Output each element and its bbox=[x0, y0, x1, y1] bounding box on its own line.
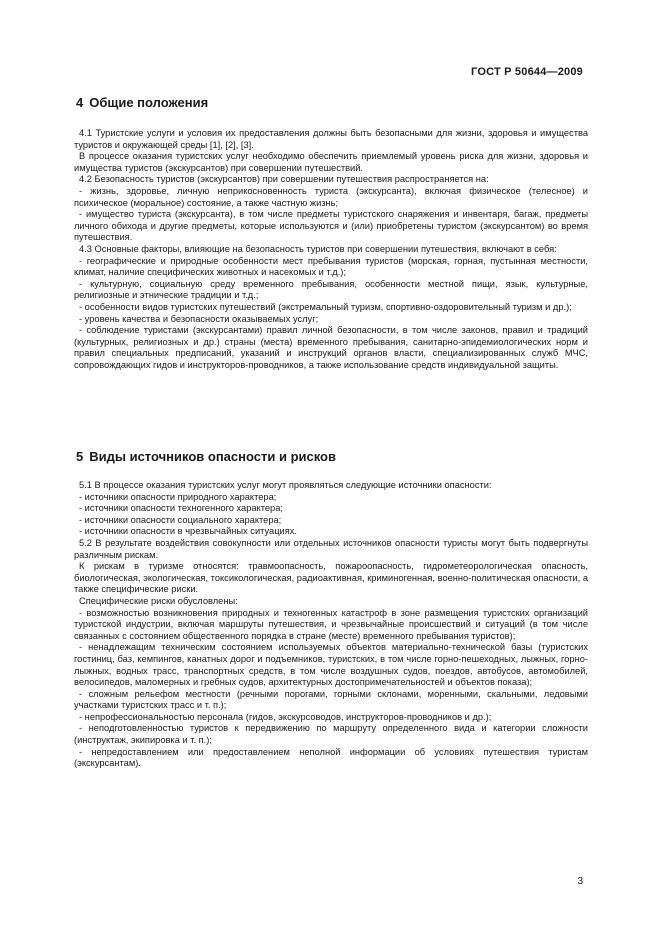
list-item: - уровень качества и безопасности оказываемых услуг; bbox=[79, 313, 319, 324]
list-item: - ненадлежащим техническим состоянием используемых объектов материально-технической базы (туристских гостиниц, баз, кемпингов, канатных дорог и подъемников, туристских, в том числе горно-пешеходных, лыжных, горно-лыжных, водных трасс, транспортных средств, в том числе воздушных судов, поездов, автобусов, автомобилей, велосипедов, маломерных и гребных судов, архитектурных достопримечательностей и объектов показа); bbox=[74, 642, 588, 688]
list-item: - сложным рельефом местности (речными порогами, горными склонами, моренными, скальными, ледовыми участками туристских трасс и т. п.); bbox=[74, 688, 588, 711]
list-item: - культурную, социальную среду временного пребывания, особенности местной пищи, язык, культурные, религиозные и этнические традиции и т.д.; bbox=[74, 278, 588, 301]
list-item: - источники опасности социального характера; bbox=[79, 514, 282, 525]
paragraph: 5.1 В процессе оказания туристских услуг могут проявляться следующие источники опасности: bbox=[79, 480, 492, 490]
paragraph: В процессе оказания туристских услуг необходимо обеспечить приемлемый уровень риска для жизни, здоровья и имущества туристов (экскурсантов) при совершении путешествий. bbox=[74, 151, 588, 173]
list-item: - географические и природные особенности мест пребывания туристов (морская, горная, пустынная местности, климат, наличие специфических животных и насекомых и т.д.); bbox=[74, 255, 588, 278]
paragraph: К рискам в туризме относятся: травмоопасность, пожароопасность, гидрометеорологическая опасность, биологическая, экологическая, токсикологическая, радиоактивная, криминогенная, военно-политическая опасности, а также специфические риски. bbox=[74, 561, 588, 595]
section-4-body bbox=[74, 128, 588, 371]
section-4-title: Общие положения bbox=[89, 95, 209, 110]
section-4-number: 4 bbox=[76, 95, 84, 110]
list-item: - непредоставлением или предоставлением неполной информации об условиях путешествия туристам (экскурсантам). bbox=[74, 746, 588, 769]
list-item: - источники опасности в чрезвычайных ситуациях. bbox=[79, 526, 298, 537]
paragraph: 4.1 Туристские услуги и условия их предоставления должны быть безопасными для жизни, здоровья и имущества туристов и окружающей среды [1], [2], [3]. bbox=[74, 128, 588, 150]
section-5-body bbox=[74, 480, 588, 770]
list-item: - возможностью возникновения природных и техногенных катастроф в зоне размещения туристских организаций туристской индустрии, включая маршруты путешествия, и чрезвычайные происшествий и ситуаций (в том числе связанных с состоянием общественного порядка в стране (месте) временного пребывания туристов); bbox=[74, 607, 588, 641]
list-item: - источники опасности техногенного характера; bbox=[79, 503, 283, 514]
section-5-number: 5 bbox=[76, 449, 84, 464]
list-item: - имущество туриста (экскурсанта), в том числе предметы туристского снаряжения и инвентаря, багаж, предметы личного обихода и другие предметы, которые используются и (или) приобретены туристом (экскурсантом) во время путешествия. bbox=[74, 209, 588, 243]
section-5-heading bbox=[76, 449, 336, 464]
section-5-title: Виды источников опасности и рисков bbox=[89, 449, 336, 464]
page-number: 3 bbox=[577, 876, 583, 887]
paragraph: Специфические риски обусловлены: bbox=[79, 595, 238, 606]
section-4-heading bbox=[76, 95, 208, 110]
paragraph: 4.3 Основные факторы, влияющие на безопасность туристов при совершении путешествия, включают в себя: bbox=[79, 243, 557, 254]
list-item: - неподготовленностью туристов к передвижению по маршруту определенного вида и категории сложности (инструктаж, экипировка и т. п.); bbox=[74, 723, 588, 746]
paragraph: 4.2 Безопасность туристов (экскурсантов) при совершении путешествия распространяется на: bbox=[79, 174, 489, 185]
list-item: - источники опасности природного характера; bbox=[79, 491, 277, 502]
paragraph: 5.2 В результате воздействия совокупности или отдельных источников опасности туристы могут быть подвергнуты различным рискам. bbox=[74, 537, 588, 560]
document-header-standard-id: ГОСТ Р 50644—2009 bbox=[471, 66, 583, 78]
list-item: - особенности видов туристских путешествий (экстремальный туризм, спортивно-оздоровительный туризм и др.); bbox=[79, 301, 572, 312]
list-item: - соблюдение туристами (экскурсантами) правил личной безопасности, в том числе законов, правил и традиций (культурных, религиозных и др.) страны (места) временного пребывания, санитарно-эпидемиологических норм и правил специальных предписаний, указаний и инструкций органов власти, специализированных служб МЧС, сопровождающих гидов и инструкторов-проводников, а также использование средств индивидуальной защиты. bbox=[74, 325, 588, 370]
list-item: - непрофессиональностью персонала (гидов, экскурсоводов, инструкторов-проводников и др.); bbox=[79, 711, 492, 722]
list-item: - жизнь, здоровье, личную неприкосновенность туриста (экскурсанта), включая физическое (телесное) и психическое (моральное) состояние, а также частную жизнь; bbox=[74, 185, 588, 208]
